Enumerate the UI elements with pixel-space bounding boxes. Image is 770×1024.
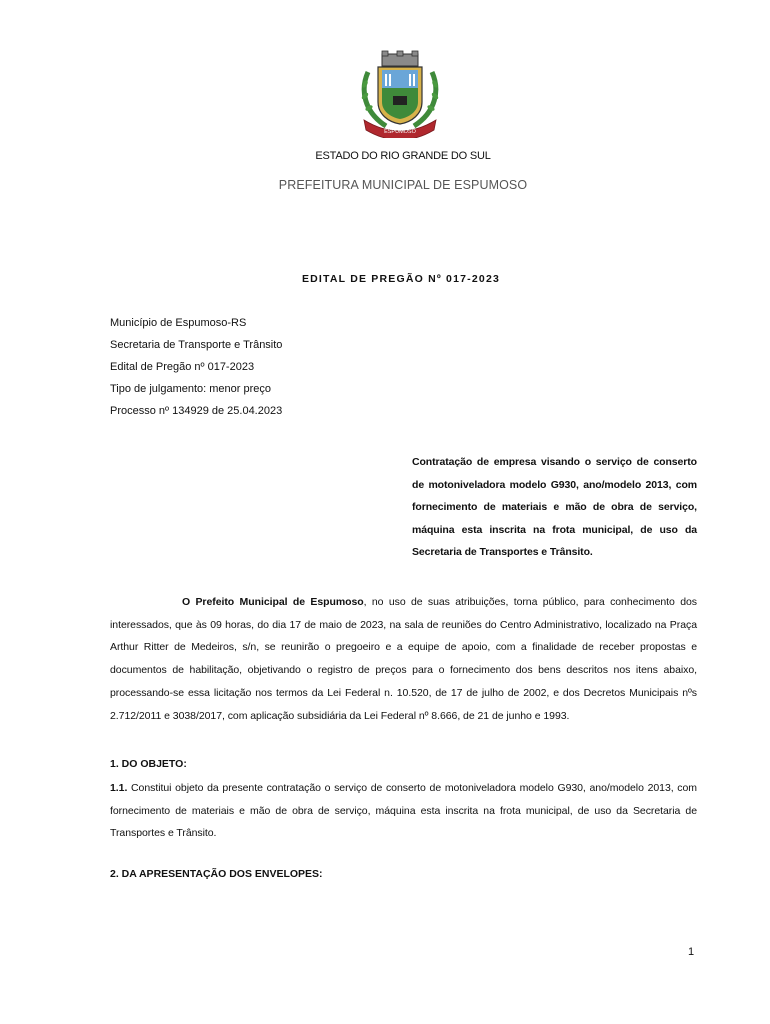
objeto-item-text: Constitui objeto da presente contratação o serviço de conserto de motoniveladora modelo G930, ano/modelo 2013, com fornecimento de materiais e mão de obra de serviço, máquina esta inscrita na frota municipal, de uso da Secretaria de Transportes e Trânsito. <box>110 782 697 840</box>
info-municipio: Município de Espumoso-RS <box>110 317 247 329</box>
info-secretaria: Secretaria de Transporte e Trânsito <box>110 339 283 351</box>
objeto-item-paragraph <box>110 777 697 845</box>
info-edital: Edital de Pregão nº 017-2023 <box>110 361 255 373</box>
info-processo: Processo nº 134929 de 25.04.2023 <box>110 405 283 417</box>
section-heading-envelopes: 2. DA APRESENTAÇÃO DOS ENVELOPES: <box>110 868 323 880</box>
info-tipo-julgamento: Tipo de julgamento: menor preço <box>110 383 272 395</box>
municipal-coat-of-arms <box>356 50 444 138</box>
objeto-item-number: 1.1. <box>110 782 128 794</box>
edital-title: EDITAL DE PREGÃO Nº 017-2023 <box>301 273 501 285</box>
section-heading-objeto: 1. DO OBJETO: <box>110 758 187 770</box>
objeto-summary: Contratação de empresa visando o serviço de conserto de motoniveladora modelo G930, ano/modelo 2013, com fornecimento de materiais e mão de obra de serviço, máquina esta inscrita na frota municipal, de uso da Secretaria de Transportes e Trânsito. <box>412 456 697 558</box>
edital-info-list <box>110 316 282 426</box>
prefeitura-name: PREFEITURA MUNICIPAL DE ESPUMOSO <box>278 178 528 192</box>
page-number: 1 <box>688 946 695 958</box>
intro-text: , no uso de suas atribuições, torna público, para conhecimento dos interessados, que às 09 horas, do dia 17 de maio de 2023, na sala de reuniões do Centro Administrativo, localizado na Praça Arthur Ritter de Medeiros, s/n, se reunirão o pregoeiro e a equipe de apoio, com a finalidade de receber propostas e documentos de habilitação, objetivando o registro de preços para o fornecimento dos bens descritos nos itens abaixo, processando-se essa licitação nos termos da Lei Federal n. 10.520, de 17 de julho de 2002, e dos Decretos Municipais nºs 2.712/2011 e 3038/2017, com aplicação subsidiária da Lei Federal nº 8.666, de 21 de junho e 1993. <box>110 596 697 722</box>
intro-lead: O Prefeito Municipal de Espumoso <box>182 596 364 608</box>
state-name: ESTADO DO RIO GRANDE DO SUL <box>315 150 491 162</box>
intro-paragraph <box>110 591 697 727</box>
crest-motto: ESPUMOSO <box>384 129 416 135</box>
